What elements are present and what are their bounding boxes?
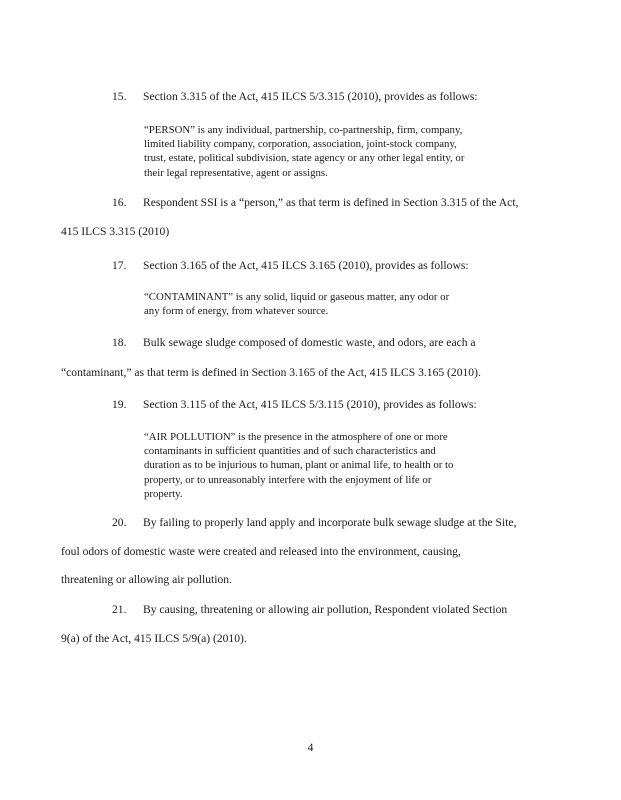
quote-line: trust, estate, political subdivision, state agency or any other legal entity, or: [144, 152, 465, 165]
page-number: 4: [307, 741, 314, 754]
quote-line: limited liability company, corporation, association, joint-stock company,: [144, 138, 457, 151]
definition-quote-contaminant: [144, 290, 504, 318]
quote-line: any form of energy, from whatever source.: [144, 305, 329, 318]
paragraph-number: 16.: [112, 196, 127, 209]
paragraph-text: Respondent SSI is a “person,” as that term is defined in Section 3.315 of the Act,: [143, 196, 519, 209]
paragraph-number: 19.: [112, 398, 127, 411]
paragraph-continuation: 415 ILCS 3.315 (2010): [61, 225, 170, 238]
paragraph-number: 18.: [112, 336, 127, 349]
paragraph-text: By causing, threatening or allowing air pollution, Respondent violated Section: [143, 603, 508, 616]
paragraph-number: 21.: [112, 603, 127, 616]
paragraph-text: Section 3.315 of the Act, 415 ILCS 5/3.315 (2010), provides as follows:: [143, 90, 478, 103]
quote-line: their legal representative, agent or assigns.: [144, 166, 328, 179]
quote-line: “CONTAMINANT” is any solid, liquid or gaseous matter, any odor or: [144, 291, 450, 303]
quote-line: contaminants in sufficient quantities and of such characteristics and: [144, 445, 436, 458]
paragraph-text: Section 3.165 of the Act, 415 ILCS 3.165 (2010), provides as follows:: [143, 259, 469, 272]
paragraph-continuation: threatening or allowing air pollution.: [61, 573, 232, 586]
paragraph-text: Bulk sewage sludge composed of domestic waste, and odors, are each a: [143, 336, 476, 349]
quote-line: duration as to be injurious to human, plant or animal life, to health or to: [144, 459, 454, 472]
definition-quote-air-pollution: [144, 430, 504, 501]
quote-line: “AIR POLLUTION” is the presence in the atmosphere of one or more: [144, 431, 448, 443]
quote-line: “PERSON” is any individual, partnership, co-partnership, firm, company,: [144, 124, 463, 136]
paragraph-number: 20.: [112, 516, 127, 529]
paragraph-text: By failing to properly land apply and incorporate bulk sewage sludge at the Site,: [143, 516, 517, 529]
paragraph-continuation: 9(a) of the Act, 415 ILCS 5/9(a) (2010).: [61, 632, 247, 645]
paragraph-continuation: “contaminant,” as that term is defined in Section 3.165 of the Act, 415 ILCS 3.165 (2010).: [61, 366, 481, 379]
paragraph-number: 17.: [112, 259, 127, 272]
paragraph-text: Section 3.115 of the Act, 415 ILCS 5/3.115 (2010), provides as follows:: [143, 398, 477, 411]
quote-line: property.: [144, 487, 183, 500]
quote-line: property, or to unreasonably interfere with the enjoyment of life or: [144, 473, 432, 486]
paragraph-number: 15.: [112, 90, 127, 103]
paragraph-continuation: foul odors of domestic waste were created and released into the environment, causing,: [61, 545, 461, 558]
definition-quote-person: [144, 123, 504, 180]
